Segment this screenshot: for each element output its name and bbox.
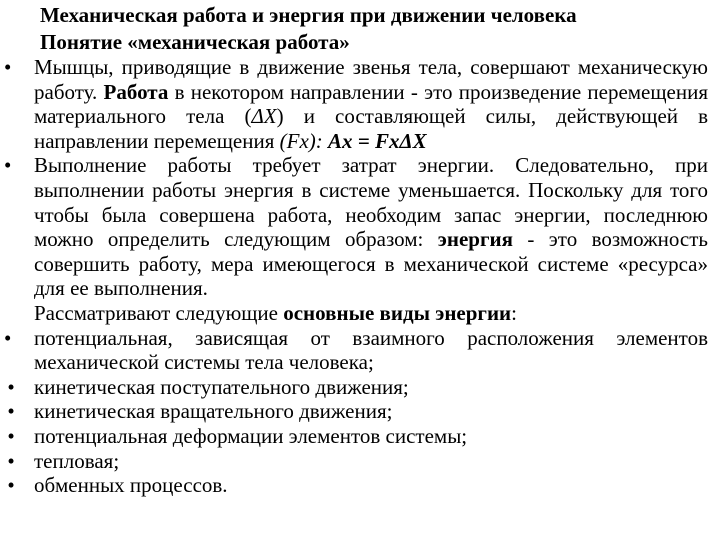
delta-x: ΔX	[251, 104, 277, 129]
energy-types-intro: Рассматривают следующие основные виды энергии:	[34, 300, 518, 325]
fx-label: (Fx):	[279, 128, 329, 153]
slide-title	[40, 2, 577, 56]
term-work: Работа	[103, 79, 169, 104]
bullet-icon: •	[4, 325, 12, 350]
list-item-work: • Мышцы, приводящие в движение звенья тела, совершают механическую работу. Работа в некотором направлении - это произведение перемещения материального тела (ΔX) и составляющей силы, действующей в направлении перемещения (Fx): Ax = FxΔX	[4, 55, 709, 153]
bullet-icon: •	[4, 55, 12, 79]
work-formula: Ax = FxΔX	[328, 128, 427, 153]
bullet-icon: •	[7, 374, 15, 399]
bullet-icon: •	[4, 153, 12, 178]
energy-type-item: • потенциальная, зависящая от взаимного расположения элементов механической системы тела человека;	[4, 325, 708, 375]
title-line-2: Понятие «механическая работа»	[40, 30, 350, 54]
bullet-icon: •	[7, 423, 15, 448]
energy-type-item: • потенциальная деформации элементов системы;	[4, 424, 708, 449]
term-energy-types: основные виды энергии	[283, 300, 512, 325]
bullet-icon: •	[7, 473, 15, 498]
list-item-energy: • Выполнение работы требует затрат энергии. Следовательно, при выполнении работы энергия в системе уменьшается. Поскольку для того чтобы была совершена работа, необходим запас энергии, последнюю можно определить следующим образом: энергия - это возможность совершить работу, мера имеющегося в механической системе «ресурса» для ее выполнения.	[4, 153, 709, 301]
energy-type-item: • кинетическая поступательного движения;	[4, 375, 708, 400]
title-line-1: Механическая работа и энергия при движении человека	[40, 3, 577, 27]
content-list	[4, 55, 708, 498]
bullet-icon: •	[7, 399, 15, 424]
term-energy: энергия	[437, 227, 513, 252]
energy-type-item: • обменных процессов.	[4, 473, 708, 498]
energy-type-item: • тепловая;	[4, 449, 708, 474]
energy-type-item: • кинетическая вращательного движения;	[4, 399, 708, 424]
bullet-icon: •	[7, 448, 15, 473]
